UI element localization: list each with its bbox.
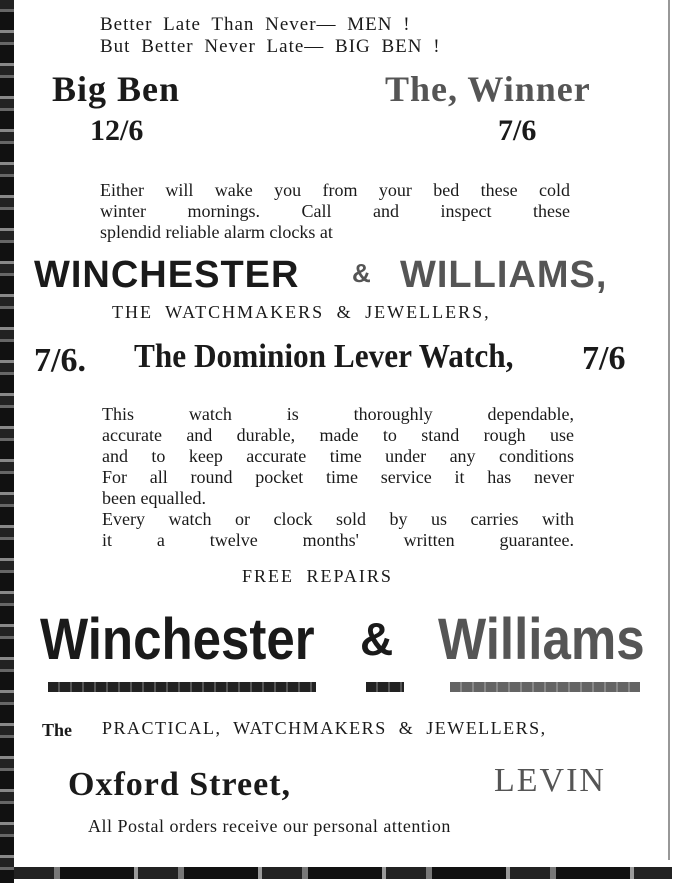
alarm-text-line: Either will wake you from your bed these cold — [100, 180, 570, 200]
firm-subtitle-watchmakers: THE WATCHMAKERS & JEWELLERS, — [112, 302, 491, 322]
alarm-text-line: winter mornings. Call and inspect these — [100, 201, 570, 221]
address-town: LEVIN — [494, 762, 606, 799]
firm-ampersand: & — [352, 258, 372, 288]
watch-description-paragraph — [102, 404, 574, 551]
firm-name-williams: WILLIAMS, — [400, 254, 608, 296]
watch-price-left: 7/6. — [34, 342, 86, 379]
firm-underbar-left — [48, 682, 316, 692]
clock-price-winner: 7/6 — [498, 114, 537, 147]
clock-name-big-ben: Big Ben — [52, 69, 181, 109]
bottom-border-rule — [14, 867, 672, 879]
subtitle-prefix: The — [42, 720, 73, 740]
clock-price-big-ben: 12/6 — [90, 114, 144, 147]
watch-text-line: and to keep accurate time under any conditions — [102, 446, 574, 466]
watch-text-line: This watch is thoroughly dependable, — [102, 404, 574, 424]
firm-underbar-mid — [366, 682, 404, 692]
firm-underbar-right — [450, 682, 640, 692]
firm-name-winchester: WINCHESTER — [34, 254, 300, 296]
watch-text-line: accurate and durable, made to stand rough use — [102, 425, 574, 445]
firm-name-williams-large: Williams — [438, 607, 645, 672]
left-border-rule — [0, 0, 14, 883]
right-border-rule — [668, 0, 670, 860]
watch-name: The Dominion Lever Watch, — [134, 338, 514, 375]
free-repairs: FREE REPAIRS — [242, 566, 393, 586]
alarm-clock-paragraph — [100, 180, 570, 243]
firm-ampersand-large: & — [360, 613, 394, 665]
watch-text-line: For all round pocket time service it has never — [102, 467, 574, 487]
firm-subtitle-practical: PRACTICAL, WATCHMAKERS & JEWELLERS, — [102, 718, 547, 738]
firm-name-winchester-large: Winchester — [40, 607, 315, 672]
clock-name-winner: The, Winner — [385, 69, 591, 109]
watch-price-right: 7/6 — [582, 340, 626, 377]
watch-text-line: Every watch or clock sold by us carries with — [102, 509, 574, 529]
address-street: Oxford Street, — [68, 766, 291, 803]
footer-postal-orders: All Postal orders receive our personal attention — [88, 816, 451, 836]
tagline-line-2: But Better Never Late— BIG BEN ! — [100, 36, 441, 57]
tagline-line-1: Better Late Than Never— MEN ! — [100, 14, 411, 35]
alarm-text-line: splendid reliable alarm clocks at — [100, 222, 333, 242]
watch-text-line: been equalled. — [102, 488, 206, 508]
watch-text-line: it a twelve months' written guarantee. — [102, 530, 574, 550]
